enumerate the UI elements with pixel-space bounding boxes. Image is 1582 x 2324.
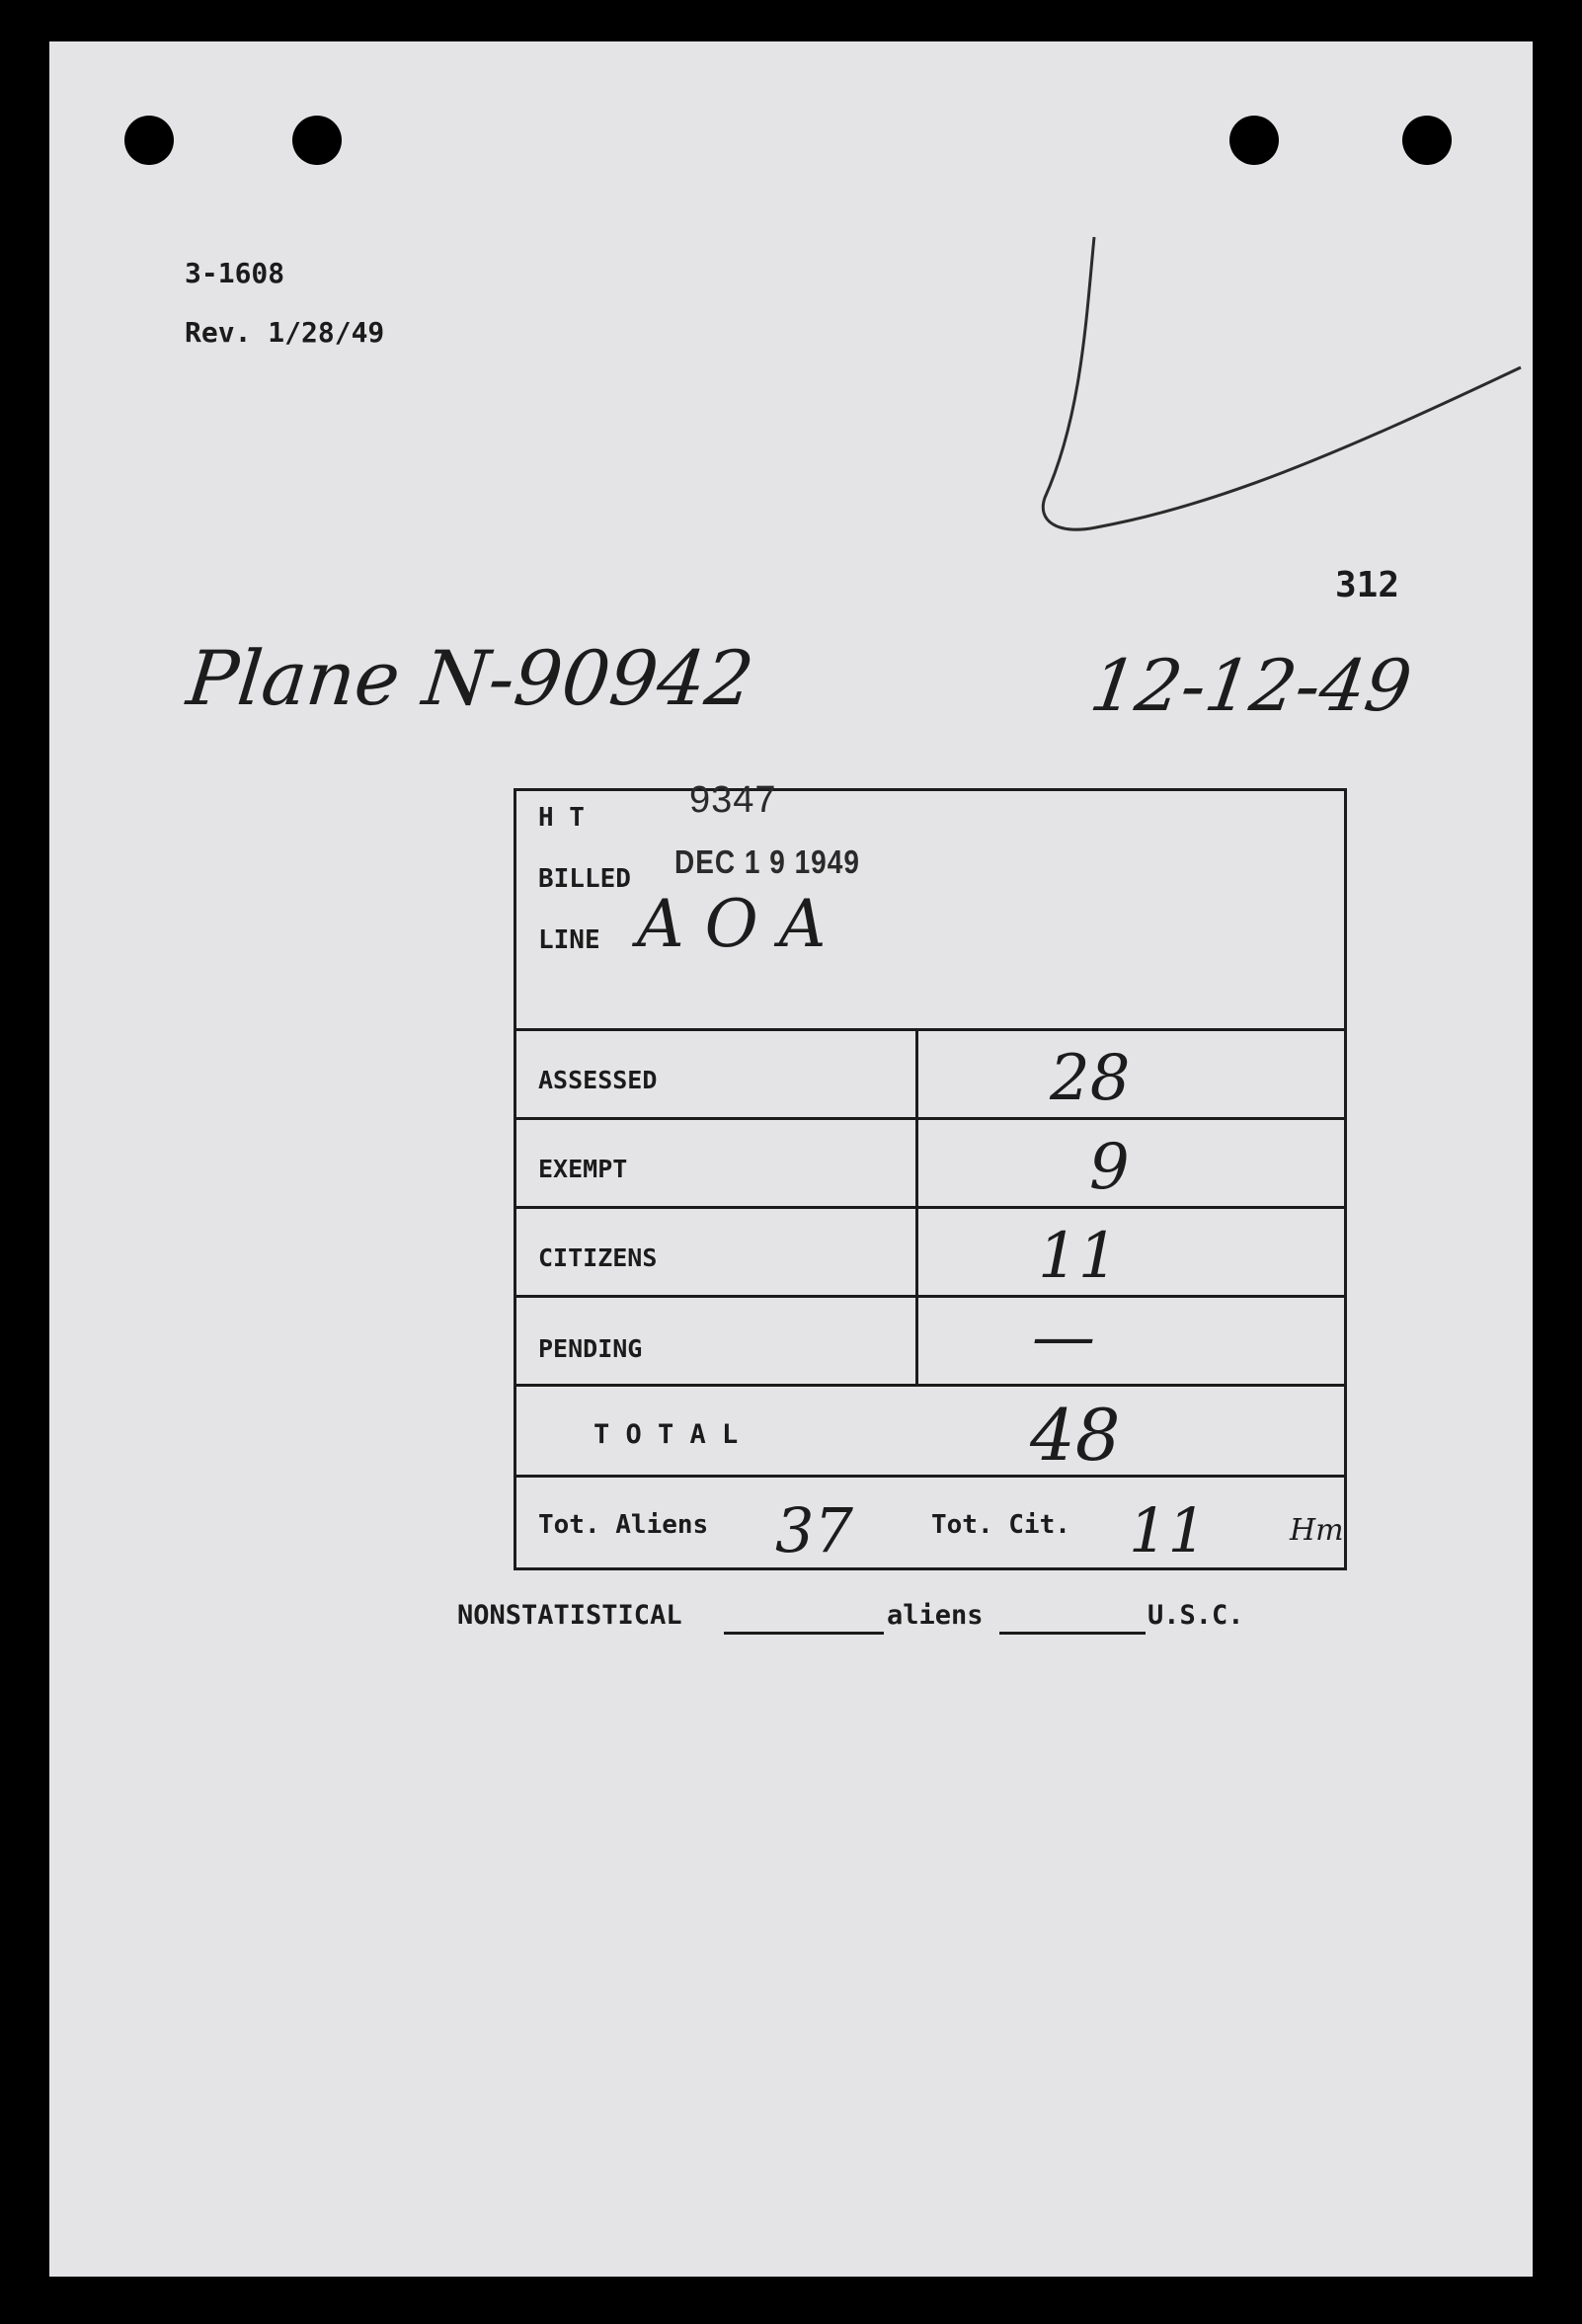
total-citizens-value: 11 [1129,1494,1207,1566]
divider [516,1384,1344,1387]
nonstatistical-label: NONSTATISTICAL [457,1600,682,1631]
total-value: 48 [1030,1394,1121,1477]
row-label: PENDING [538,1334,643,1363]
row-label: CITIZENS [538,1243,658,1272]
airline-code: A O A [637,886,827,962]
manifest-summary-box [514,779,1347,1570]
total-aliens-value: 37 [775,1494,853,1566]
row-value: — [1032,1301,1095,1374]
page-number: 312 [1335,565,1400,605]
divider [516,1475,1344,1478]
column-divider [915,1028,918,1386]
row-label: ASSESSED [538,1066,658,1094]
row-label: EXEMPT [538,1155,628,1183]
divider [516,1028,1344,1031]
row-value: 9 [1089,1131,1130,1204]
divider [516,1295,1344,1298]
row-value: 28 [1050,1042,1131,1115]
aliens-label: aliens [887,1600,984,1631]
row-value: 11 [1038,1220,1119,1293]
total-citizens-label: Tot. Cit. [931,1510,1070,1540]
form-revision: Rev. 1/28/49 [185,316,385,349]
total-aliens-label: Tot. Aliens [538,1510,709,1540]
billed-label: BILLED [538,864,631,894]
check-mark-icon [49,41,1533,634]
ht-number: 9347 [689,779,777,821]
ht-label: H T [538,803,585,833]
document-page [49,41,1533,2277]
usc-label: U.S.C. [1147,1600,1244,1631]
billed-date-stamp: DEC 1 9 1949 [674,842,860,880]
line-label: LINE [538,925,600,955]
divider [516,1206,1344,1209]
clerk-initials: Hm [1290,1513,1344,1548]
arrival-date: 12-12-49 [1085,644,1417,727]
total-label: T O T A L [593,1419,739,1450]
form-number: 3-1608 [185,257,285,289]
nonstatistical-usc-blank [999,1632,1146,1635]
divider [516,1117,1344,1120]
plane-number: Plane N-90942 [183,634,758,722]
nonstatistical-aliens-blank [724,1632,884,1635]
